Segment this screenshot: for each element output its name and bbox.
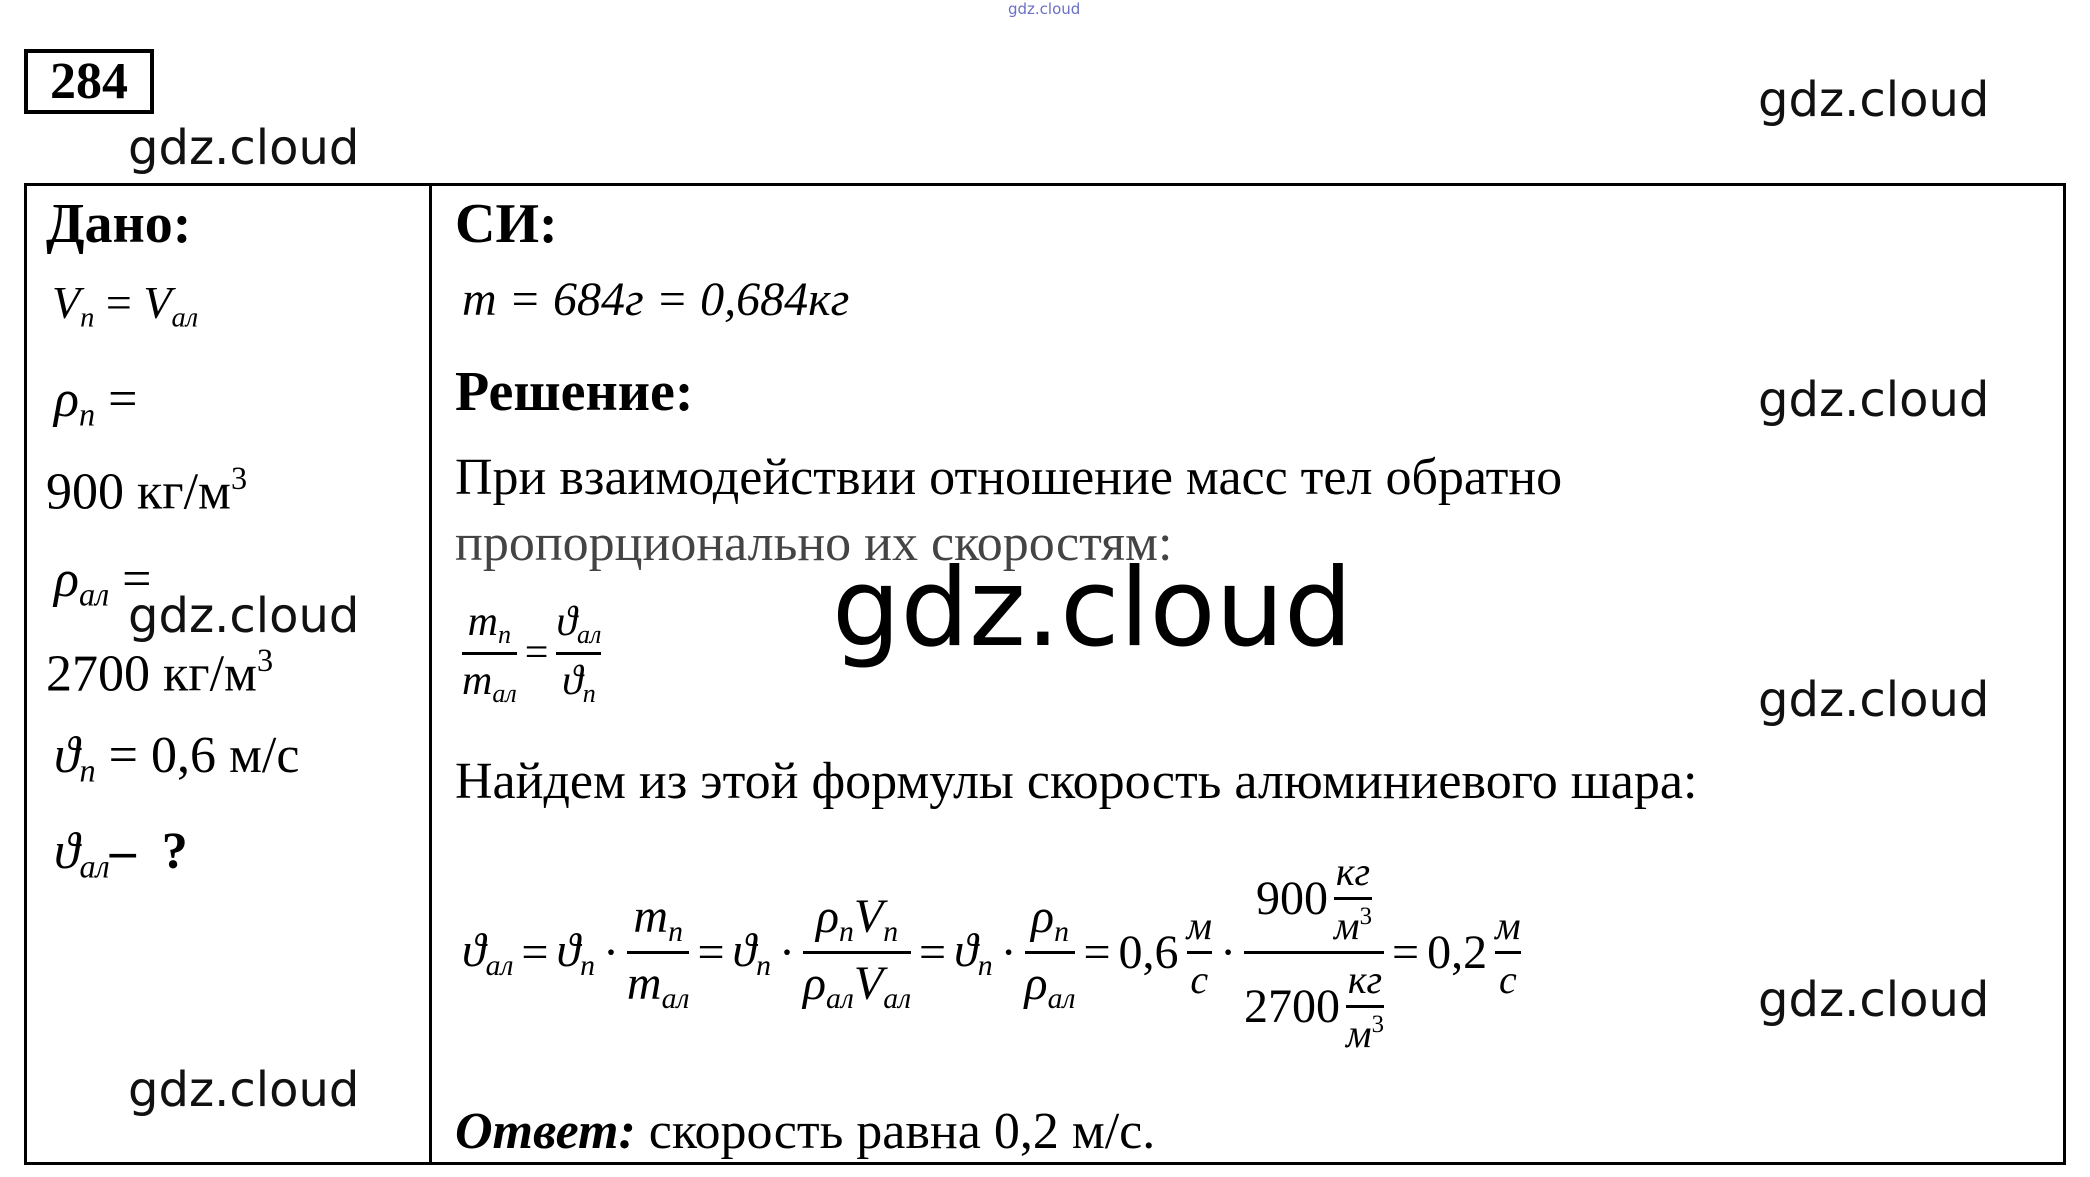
given-header: Дано: <box>46 193 192 255</box>
given-volume: $V_п = V_{ал}$ <box>52 277 199 334</box>
answer-label: Ответ: <box>455 1103 636 1160</box>
given-rho-al: $\rho_{ал}$ = <box>54 551 152 613</box>
watermark-right-2: gdz.cloud <box>1758 372 1990 428</box>
column-divider <box>429 183 432 1165</box>
given-velocity-p: $ϑ_п = 0,6$ м/с <box>54 727 300 789</box>
given-rho-al-value: 2700 $кг/м^3$ <box>46 642 274 703</box>
watermark-left-2: gdz.cloud <box>128 588 360 644</box>
ratio-formula: $\frac{m_п}{m_{ал}}$ = $\frac{ϑ_{ал}}{ϑ_п}$ <box>462 599 602 708</box>
velocity-ratio: $\frac{ϑ_{ал}}{ϑ_п}$ <box>556 599 602 708</box>
given-rho-p-value: 900 $кг/м^3$ <box>46 460 248 521</box>
given-rho-p: $\rho_п$ = <box>54 371 138 433</box>
mass-ratio: $\frac{m_п}{m_{ал}}$ <box>462 599 517 708</box>
solution-text-1: При взаимодействии отношение масс тел обратно <box>455 449 1563 506</box>
solution-text-2: пропорционально их скоростям: <box>455 515 1173 572</box>
watermark-left-3: gdz.cloud <box>128 1062 360 1118</box>
watermark-right-3: gdz.cloud <box>1758 672 1990 728</box>
given-unknown: $ϑ_{ал}-$ ? <box>54 823 188 885</box>
problem-number: 284 <box>24 49 154 114</box>
watermark-right-1: gdz.cloud <box>1758 72 1990 128</box>
watermark-right-4: gdz.cloud <box>1758 972 1990 1028</box>
si-conversion: m = 684г = 0,684кг <box>462 273 850 326</box>
si-header: СИ: <box>455 193 558 255</box>
watermark-top: gdz.cloud <box>1008 0 1081 18</box>
main-formula: $ϑ_{ал}$ = $ϑ_п$ · $\frac{m_п}{m_{ал}}$ = $ϑ_п$ · $\frac{\rho_пV_п}{\rho_{ал}V_{ал}}$ = $ϑ_п$ · $\frac{\rho_п}{\rho_{ал}}$ = 0,6 $\frac{м}{с}$ · 900 $\frac{кг}{м^3}$ 2700 $\frac{кг}{м^3}$ = 0,2 $\frac{м}{с}$ <box>462 849 1521 1056</box>
solution-text-3: Найдем из этой формулы скорость алюминиевого шара: <box>455 753 1698 810</box>
solution-header: Решение: <box>455 361 694 423</box>
answer-text: скорость равна 0,2 м/с. <box>648 1103 1156 1160</box>
answer-line <box>455 1102 1155 1161</box>
watermark-left-1: gdz.cloud <box>128 120 360 176</box>
watermark-center: gdz.cloud <box>832 546 1353 671</box>
